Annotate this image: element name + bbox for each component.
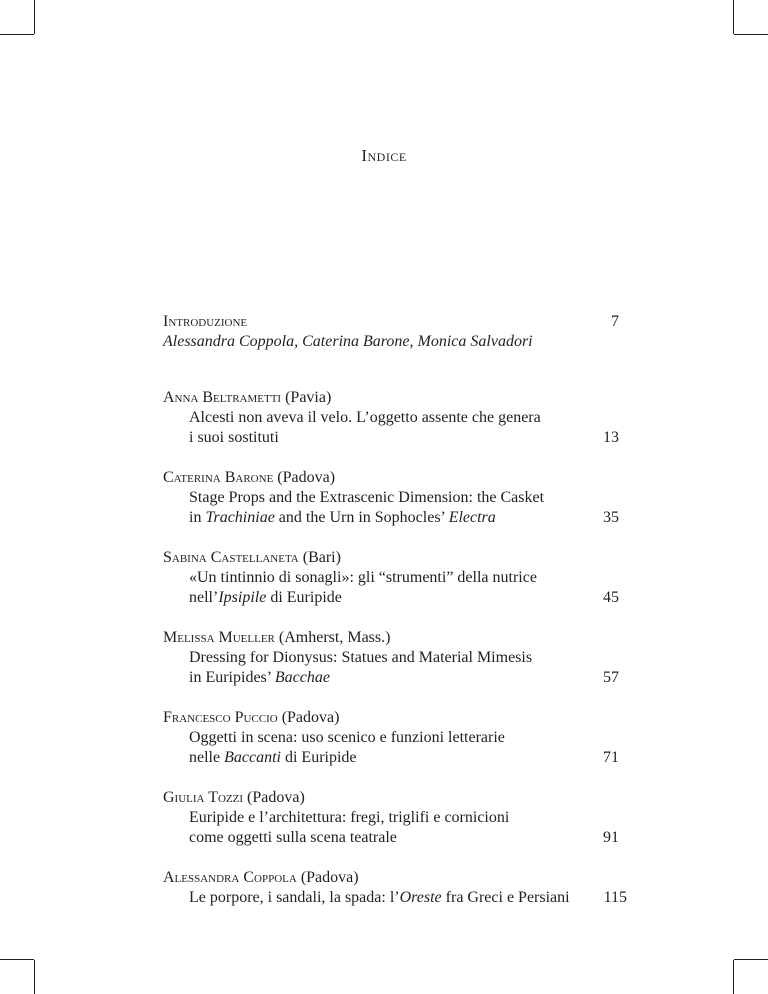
toc-entry[interactable]: [163, 548, 619, 608]
toc-entry[interactable]: [163, 312, 619, 352]
entry-affiliation: (Pavia): [285, 389, 332, 406]
entry-title: i suoi sostituti: [189, 429, 279, 446]
entry-author: Caterina Barone: [163, 469, 274, 486]
crop-mark: [733, 0, 734, 34]
entry-author: Sabina Castellaneta: [163, 549, 299, 566]
toc-entry[interactable]: [163, 788, 619, 848]
entry-affiliation: (Amherst, Mass.): [278, 629, 391, 646]
entry-title: Le porpore, i sandali, la spada: l’Oreste fra Greci e Persiani: [189, 889, 570, 906]
toc-entry[interactable]: [163, 708, 619, 768]
entry-affiliation: (Padova): [277, 469, 336, 486]
entry-title: nelle Baccanti di Euripide: [189, 749, 357, 766]
entry-affiliation: (Padova): [281, 709, 340, 726]
toc-entry[interactable]: [163, 388, 619, 448]
entry-title: Stage Props and the Extrascenic Dimension: the Casket: [189, 489, 545, 506]
table-of-contents: [163, 312, 627, 908]
entry-title: Euripide e l’architettura: fregi, triglifi e cornicioni: [189, 809, 510, 826]
entry-title: «Un tintinnio di sonagli»: gli “strumenti” della nutrice: [189, 569, 537, 586]
page-number: 71: [603, 749, 619, 766]
page-number: 57: [603, 669, 619, 686]
toc-entry[interactable]: [163, 628, 619, 688]
page-number: 35: [603, 509, 619, 526]
entry-author: Alessandra Coppola: [163, 869, 297, 886]
page-number: 91: [603, 829, 619, 846]
toc-entry[interactable]: [163, 868, 627, 908]
crop-mark: [733, 960, 734, 994]
crop-mark: [0, 34, 34, 35]
entry-author: Anna Beltrametti: [163, 389, 282, 406]
entry-author: Introduzione: [163, 313, 248, 330]
entry-affiliation: (Bari): [302, 549, 341, 566]
page-number: 45: [603, 589, 619, 606]
entry-title: in Trachiniae and the Urn in Sophocles’ Electra: [189, 509, 496, 526]
crop-mark: [34, 960, 35, 994]
entry-affiliation: (Padova): [247, 789, 305, 806]
entry-editors: Alessandra Coppola, Caterina Barone, Monica Salvadori: [163, 333, 533, 350]
entry-author: Giulia Tozzi: [163, 789, 244, 806]
crop-mark: [0, 959, 34, 960]
entry-title: Dressing for Dionysus: Statues and Material Mimesis: [189, 649, 533, 666]
entry-title: in Euripides’ Bacchae: [189, 669, 330, 686]
entry-author: Melissa Mueller: [163, 629, 275, 646]
page-number: 115: [603, 889, 627, 906]
entry-affiliation: (Padova): [300, 869, 359, 886]
entry-title: Oggetti in scena: uso scenico e funzioni letterarie: [189, 729, 505, 746]
crop-mark: [34, 0, 35, 34]
entry-title: Alcesti non aveva il velo. L’oggetto assente che genera: [189, 409, 541, 426]
page-title: Indice: [361, 146, 407, 165]
entry-title: nell’Ipsipile di Euripide: [189, 589, 342, 606]
entry-author: Francesco Puccio: [163, 709, 278, 726]
page-number: 7: [611, 313, 619, 330]
entry-title: come oggetti sulla scena teatrale: [189, 829, 397, 846]
crop-mark: [734, 959, 768, 960]
page-number: 13: [603, 429, 619, 446]
toc-entry[interactable]: [163, 468, 619, 528]
crop-mark: [734, 34, 768, 35]
